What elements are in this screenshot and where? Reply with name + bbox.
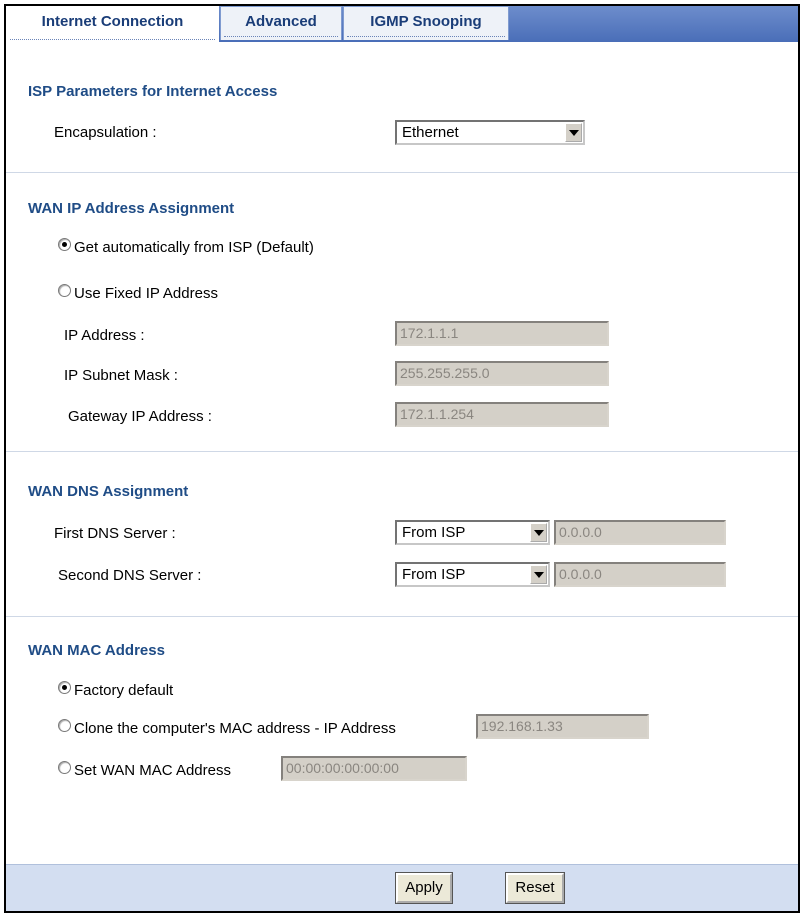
option-set-label: Set WAN MAC Address <box>74 762 231 779</box>
gateway-label: Gateway IP Address : <box>68 408 212 425</box>
second-dns-select[interactable] <box>395 562 550 587</box>
apply-button[interactable]: Apply <box>396 873 452 903</box>
chevron-down-icon[interactable] <box>530 523 547 542</box>
encapsulation-label: Encapsulation : <box>54 124 157 141</box>
tab-label: Internet Connection <box>41 13 184 30</box>
second-dns-field[interactable]: 0.0.0.0 <box>554 562 726 587</box>
encapsulation-select[interactable] <box>395 120 585 145</box>
wan-dns-section-title: WAN DNS Assignment <box>28 483 189 500</box>
chevron-down-icon[interactable] <box>565 123 582 142</box>
radio-clone-mac[interactable] <box>58 719 71 732</box>
option-auto-label: Get automatically from ISP (Default) <box>74 239 314 256</box>
isp-section-title: ISP Parameters for Internet Access <box>28 83 278 100</box>
radio-get-automatically[interactable] <box>58 238 71 251</box>
button-bar <box>6 864 798 911</box>
tab-igmp-snooping[interactable] <box>343 6 509 40</box>
second-dns-select-value: From ISP <box>402 566 466 583</box>
subnet-mask-label: IP Subnet Mask : <box>64 367 178 384</box>
radio-factory-default[interactable] <box>58 681 71 694</box>
wan-mac-field[interactable]: 00:00:00:00:00:00 <box>281 756 467 781</box>
first-dns-field[interactable]: 0.0.0.0 <box>554 520 726 545</box>
gateway-field[interactable]: 172.1.1.254 <box>395 402 609 427</box>
first-dns-select[interactable] <box>395 520 550 545</box>
ip-address-label: IP Address : <box>64 327 145 344</box>
tab-advanced[interactable] <box>220 6 342 40</box>
settings-panel <box>4 4 800 913</box>
encapsulation-value: Ethernet <box>402 124 459 141</box>
first-dns-label: First DNS Server : <box>54 525 176 542</box>
clone-ip-field[interactable]: 192.168.1.33 <box>476 714 649 739</box>
option-fixed-label: Use Fixed IP Address <box>74 285 218 302</box>
wan-ip-section-title: WAN IP Address Assignment <box>28 200 235 217</box>
tab-label: Advanced <box>245 13 317 30</box>
radio-set-wan-mac[interactable] <box>58 761 71 774</box>
section-divider <box>6 451 798 452</box>
subnet-mask-field[interactable]: 255.255.255.0 <box>395 361 609 386</box>
second-dns-label: Second DNS Server : <box>58 567 202 584</box>
radio-use-fixed-ip[interactable] <box>58 284 71 297</box>
reset-button[interactable]: Reset <box>506 873 564 903</box>
section-divider <box>6 172 798 173</box>
tab-label: IGMP Snooping <box>370 13 482 30</box>
option-clone-label: Clone the computer's MAC address - IP Address <box>74 720 396 737</box>
option-factory-label: Factory default <box>74 682 174 699</box>
section-divider <box>6 616 798 617</box>
tab-internet-connection[interactable] <box>6 6 219 43</box>
wan-mac-section-title: WAN MAC Address <box>28 642 165 659</box>
chevron-down-icon[interactable] <box>530 565 547 584</box>
first-dns-select-value: From ISP <box>402 524 466 541</box>
tab-bar <box>6 6 798 42</box>
ip-address-field[interactable]: 172.1.1.1 <box>395 321 609 346</box>
